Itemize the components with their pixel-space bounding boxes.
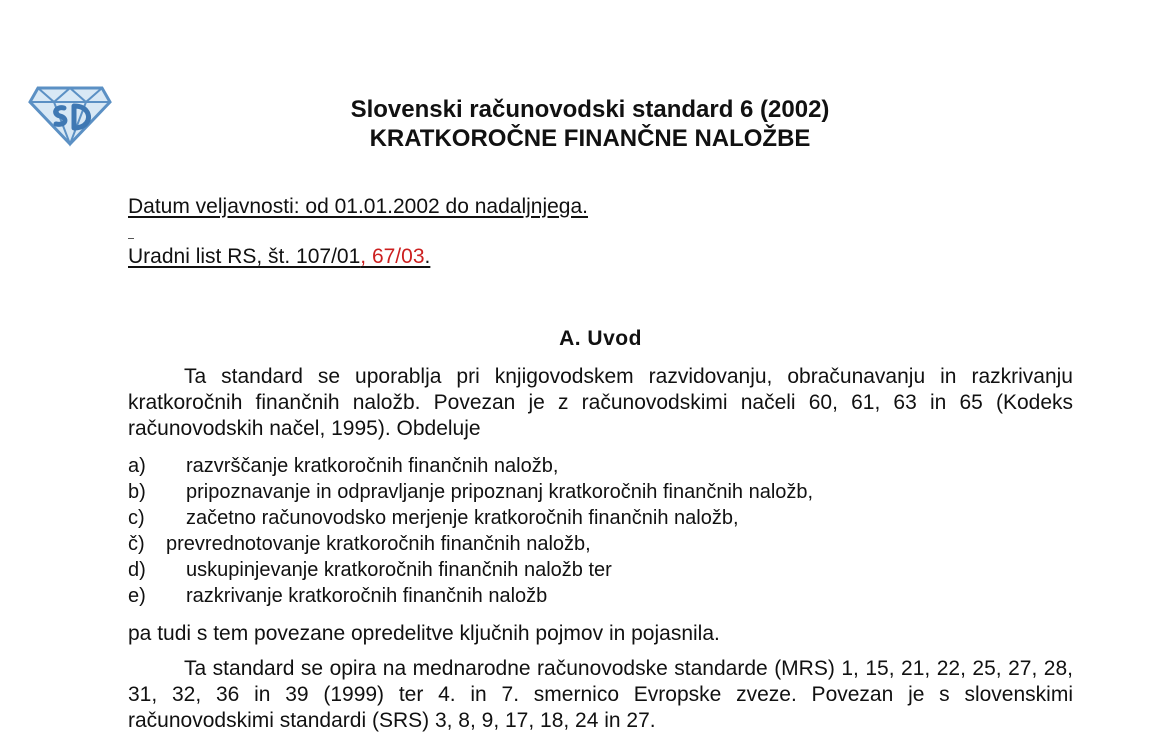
title-line-standard: Slovenski računovodski standard 6 (2002) xyxy=(350,96,830,123)
list-item-text: pripoznavanje in odpravljanje pripoznanj kratkoročnih finančnih naložb, xyxy=(186,481,814,503)
list-item xyxy=(128,557,1073,583)
list-item-text: prevrednotovanje kratkoročnih finančnih naložb, xyxy=(166,533,591,555)
list-item-text: uskupinjevanje kratkoročnih finančnih naložb ter xyxy=(186,559,612,581)
document-title xyxy=(130,95,1050,153)
list-marker: d) xyxy=(128,559,146,581)
list-item-text: začetno računovodsko merjenje kratkoročnih finančnih naložb, xyxy=(186,507,739,529)
second-paragraph: Ta standard se opira na mednarodne računovodske standarde (MRS) 1, 15, 21, 22, 25, 27, 28, 31, 32, 36 in 39 (1999) ter 4. in 7. smernico Evropske zveze. Povezan je s slovenskimi računovodskimi standardi (SRS) 3, 8, 9, 17, 18, 24 in 27. xyxy=(128,657,1073,732)
list-item xyxy=(128,531,1073,557)
section-heading: A. Uvod xyxy=(559,327,642,350)
list-item xyxy=(128,583,1073,609)
list-marker: c) xyxy=(128,507,145,529)
sd-logo-icon xyxy=(28,80,112,148)
gazette-link[interactable] xyxy=(128,245,430,269)
after-list-text: pa tudi s tem povezane opredelitve ključnih pojmov in pojasnila. xyxy=(128,622,720,645)
list-marker: b) xyxy=(128,481,146,503)
list-item xyxy=(128,505,1073,531)
title-line-subject: KRATKOROČNE FINANČNE NALOŽBE xyxy=(369,125,811,152)
list-item-text: razkrivanje kratkoročnih finančnih naložb xyxy=(186,585,548,607)
validity-link[interactable]: Datum veljavnosti: od 01.01.2002 do nadaljnjega. xyxy=(128,195,588,218)
list-marker: e) xyxy=(128,585,146,607)
small-underline-mark xyxy=(128,238,134,239)
intro-paragraph: Ta standard se uporablja pri knjigovodskem razvidovanju, obračunavanju in razkrivanju kratkoročnih finančnih naložb. Povezan je z računovodskimi načeli 60, 61, 63 in 65 (Kodeks računovodskih načel, 1995). Obdeluje xyxy=(128,365,1073,440)
list-item xyxy=(128,453,1073,479)
list-marker: č) xyxy=(128,533,145,555)
gazette-amendment: , 67/03 xyxy=(360,245,425,268)
topic-list xyxy=(128,453,1073,609)
list-item xyxy=(128,479,1073,505)
list-item-text: razvrščanje kratkoročnih finančnih naložb, xyxy=(186,455,559,477)
list-marker: a) xyxy=(128,455,146,477)
gazette-prefix: Uradni list RS, št. 107/01 xyxy=(128,245,361,268)
gazette-suffix: . xyxy=(424,245,431,268)
